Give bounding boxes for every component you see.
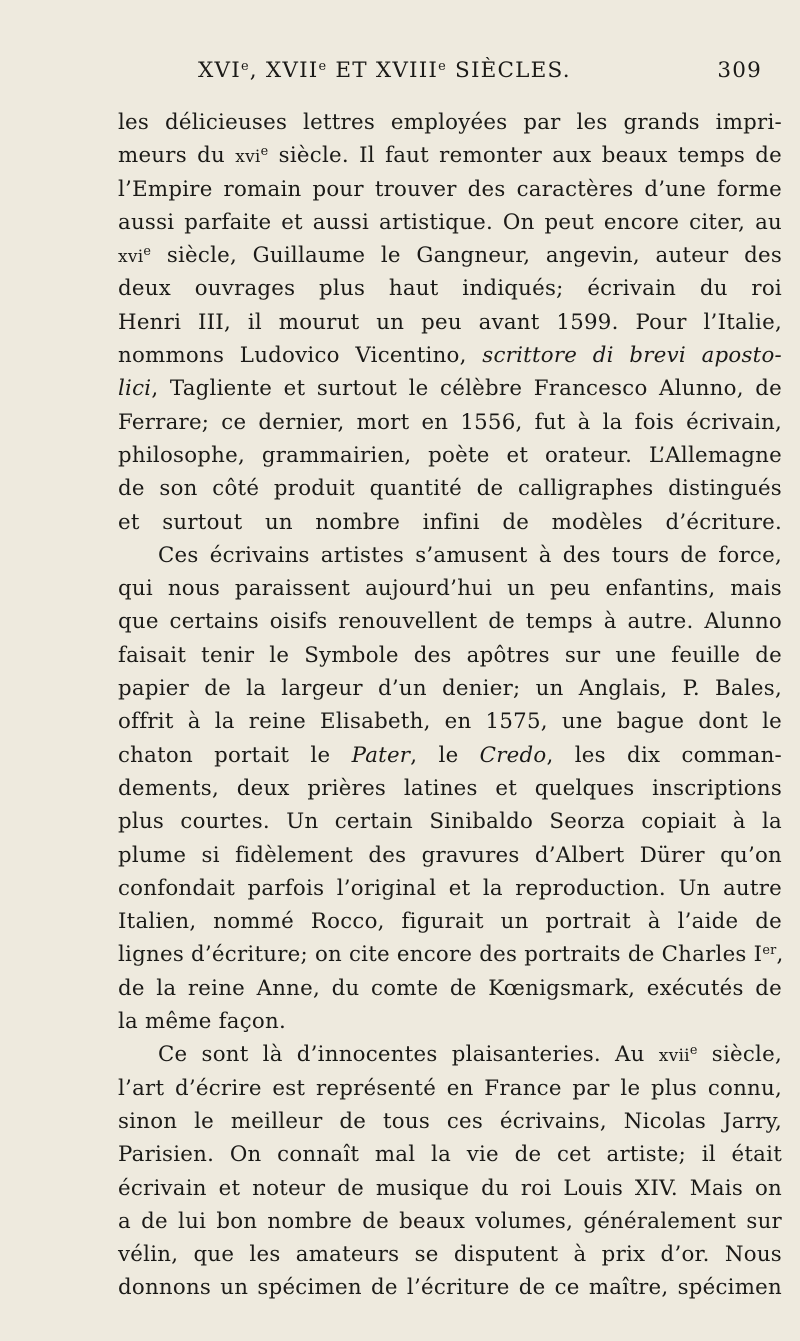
text-line [118, 339, 782, 372]
text-line [118, 1205, 782, 1238]
text-span: confondait parfois l’original et la reproduction. Un autre [118, 875, 782, 901]
text-span: qui nous paraissent aujourd’hui un peu enfantins, mais [118, 576, 782, 602]
text-line [118, 572, 782, 605]
text-span: sinon le meilleur de tous ces écrivains, Nicolas Jarry, [118, 1108, 782, 1134]
text-span: l’art d’écrire est représenté en France par le plus connu, [118, 1075, 782, 1101]
text-line [118, 905, 782, 938]
text-line [118, 139, 782, 172]
small-caps-span: xvi [235, 147, 261, 168]
text-line [118, 605, 782, 638]
page-number: 309 [717, 58, 762, 83]
running-head [118, 54, 762, 94]
text-line [118, 306, 782, 339]
italic-span: Pater [351, 742, 411, 768]
text-span: la même façon. [118, 1009, 286, 1035]
text-line [118, 272, 782, 305]
text-line [118, 1005, 782, 1038]
small-caps-span: xvii [658, 1046, 690, 1067]
text-span: Ferrare; ce dernier, mort en 1556, fut à la fois écrivain, [118, 409, 782, 435]
text-span: vélin, que les amateurs se disputent à prix d’or. Nous [118, 1242, 782, 1268]
italic-span: scrittore di brevi aposto- [482, 343, 782, 369]
text-span: chaton portait le [118, 742, 352, 768]
text-line [118, 1038, 782, 1071]
text-line [118, 173, 782, 206]
text-line [118, 805, 782, 838]
text-span: dements, deux prières latines et quelques inscriptions [118, 775, 782, 801]
text-span: , [776, 942, 784, 968]
text-line [118, 1072, 782, 1105]
body-text [118, 106, 782, 1305]
text-line [118, 972, 782, 1005]
running-title: XVIe, XVIIe ET XVIIIe SIÈCLES. [198, 58, 571, 83]
text-span: , les dix comman- [546, 742, 782, 768]
text-span: aussi parfaite et aussi artistique. On peut encore citer, au [118, 209, 782, 235]
text-line [118, 539, 782, 572]
text-line [118, 472, 782, 505]
text-span: de son côté produit quantité de calligraphes distingués [118, 476, 782, 502]
text-line [118, 639, 782, 672]
superscript: e [260, 144, 269, 160]
text-line [118, 372, 782, 405]
small-caps-span: xvi [118, 247, 144, 268]
text-span: , le [410, 742, 480, 768]
superscript: er [762, 943, 777, 959]
text-line [118, 106, 782, 139]
italic-span: lici [118, 376, 152, 402]
text-span: philosophe, grammairien, poète et orateur. L’Allemagne [118, 442, 782, 468]
text-span: et surtout un nombre infini de modèles d’écriture. [118, 509, 782, 535]
text-span: plume si fidèlement des gravures d’Albert Dürer qu’on [118, 842, 782, 868]
text-line [118, 839, 782, 872]
text-span: meurs du [118, 143, 236, 169]
text-line [118, 439, 782, 472]
text-line [118, 206, 782, 239]
text-span: nommons Ludovico Vicentino, [118, 343, 483, 369]
text-span: Ces écrivains artistes s’amusent à des tours de force, [158, 542, 782, 568]
text-line [118, 1105, 782, 1138]
text-span: donnons un spécimen de l’écriture de ce maître, spécimen [118, 1275, 782, 1301]
text-line [118, 672, 782, 705]
italic-span: Credo [479, 742, 547, 768]
text-line [118, 872, 782, 905]
text-span: que certains oisifs renouvellent de temps à autre. Alunno [118, 609, 782, 635]
text-span: de la reine Anne, du comte de Kœnigsmark, exécutés de [118, 975, 782, 1001]
text-span: écrivain et noteur de musique du roi Louis XIV. Mais on [118, 1175, 782, 1201]
text-span: papier de la largeur d’un denier; un Anglais, P. Bales, [118, 676, 782, 702]
text-span: siècle. Il faut remonter aux beaux temps de [268, 143, 783, 169]
text-span: faisait tenir le Symbole des apôtres sur une feuille de [118, 642, 782, 668]
text-line [118, 938, 782, 971]
text-line [118, 739, 782, 772]
text-span: Italien, nommé Rocco, figurait un portrait à l’aide de [118, 909, 782, 935]
text-line [118, 239, 782, 272]
text-span: Parisien. On connaît mal la vie de cet artiste; il était [118, 1142, 782, 1168]
text-span: siècle, [697, 1042, 782, 1068]
text-span: plus courtes. Un certain Sinibaldo Seorza copiait à la [118, 809, 782, 835]
text-span: les délicieuses lettres employées par les grands impri- [118, 110, 782, 135]
text-line [118, 1238, 782, 1271]
text-span: lignes d’écriture; on cite encore des portraits de Charles I [118, 942, 763, 968]
text-line [118, 705, 782, 738]
superscript: e [143, 244, 152, 260]
text-span: Henri III, il mourut un peu avant 1599. Pour l’Italie, [118, 309, 782, 335]
text-span: siècle, Guillaume le Gangneur, angevin, auteur des [151, 243, 782, 269]
text-span: offrit à la reine Elisabeth, en 1575, une bague dont le [118, 709, 782, 735]
text-span: , Tagliente et surtout le célèbre Francesco Alunno, de [151, 376, 782, 402]
text-span: Ce sont là d’innocentes plaisanteries. Au [158, 1042, 659, 1068]
text-line [118, 1172, 782, 1205]
text-span: l’Empire romain pour trouver des caractères d’une forme [118, 176, 782, 202]
text-line [118, 406, 782, 439]
superscript: e [689, 1043, 698, 1059]
text-line [118, 772, 782, 805]
text-line [118, 1271, 782, 1304]
text-line [118, 1138, 782, 1171]
text-span: a de lui bon nombre de beaux volumes, généralement sur [118, 1208, 782, 1234]
text-line [118, 506, 782, 539]
text-span: deux ouvrages plus haut indiqués; écrivain du roi [118, 276, 782, 302]
